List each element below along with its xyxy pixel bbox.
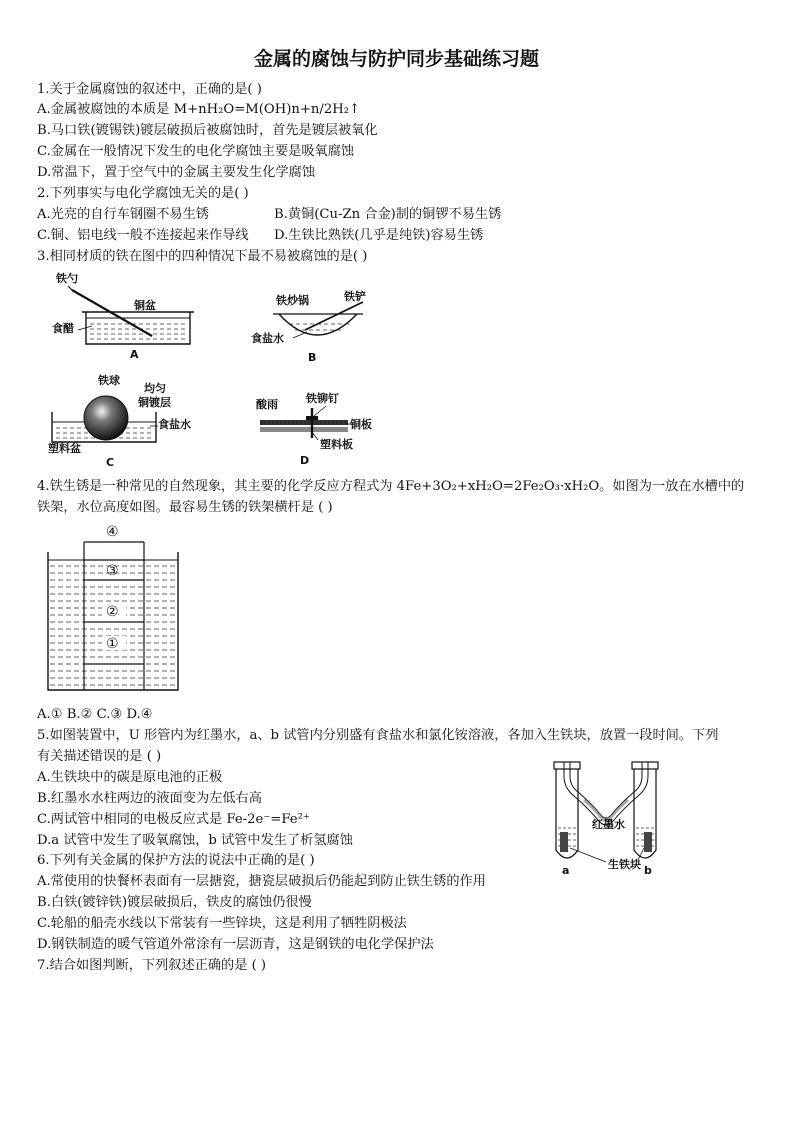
figc-caption: C: [106, 456, 115, 469]
q6-stem: 6.下列有关金属的保护方法的说法中正确的是( ): [37, 853, 315, 868]
q6-option-c: C.轮船的船壳水线以下常装有一些锌块，这是利用了牺牲阴极法: [37, 916, 407, 931]
q3-figure-d: [248, 388, 388, 468]
figb-caption: B: [308, 351, 317, 364]
q3-figure-b: [245, 282, 390, 364]
figc-layer-label-1: 均匀: [144, 382, 166, 395]
q3-figure-a: [48, 268, 198, 360]
q1-option-b: B.马口铁(镀锡铁)镀层破损后被腐蚀时，首先是镀层被氧化: [37, 123, 378, 138]
figd-rivet-label: 铁铆钉: [306, 392, 339, 405]
figa-liquid-label: 食醋: [52, 322, 74, 335]
q3-stem: 3.相同材质的铁在图中的四种情况下最不易被腐蚀的是( ): [37, 249, 368, 264]
q1-option-a: A.金属被腐蚀的本质是 M+nH₂O=M(OH)n+n/2H₂↑: [37, 102, 361, 117]
q5-stem-line-1: 5.如图装置中，U 形管内为红墨水，a、b 试管内分别盛有食盐水和氯化铵溶液，各加入生铁块，放置一段时间。下列: [37, 728, 719, 743]
q1-option-c: C.金属在一般情况下发生的电化学腐蚀主要是吸氧腐蚀: [37, 144, 355, 159]
q2-option-b: B.黄铜(Cu-Zn 合金)制的铜锣不易生锈: [274, 207, 502, 222]
q4-tank-figure: [44, 524, 184, 696]
q5-ink-label: 红墨水: [592, 818, 625, 831]
q5-option-b: B.红墨水水柱两边的液面变为左低右高: [37, 791, 262, 806]
q6-option-d: D.钢铁制造的暖气管道外常涂有一层沥青，这是钢铁的电化学保护法: [37, 937, 434, 952]
q1-option-d: D.常温下，置于空气中的金属主要发生化学腐蚀: [37, 165, 316, 180]
bar-mark-1: ①: [106, 636, 119, 652]
q4-stem-line-2: 铁架，水位高度如图。最容易生锈的铁架横杆是 ( ): [37, 500, 333, 515]
q5-iron-label: 生铁块: [608, 858, 641, 871]
figc-layer-label-2: 铜镀层: [138, 396, 171, 409]
q2-option-d: D.生铁比熟铁(几乎是纯铁)容易生锈: [274, 228, 484, 243]
q4-stem-line-1: 4.铁生锈是一种常见的自然现象，其主要的化学反应方程式为 4Fe+3O₂+xH₂O=2Fe₂O₃·xH₂O。如图为一放在水槽中的: [37, 479, 745, 494]
q6-option-a: A.常使用的快餐杯表面有一层搪瓷，搪瓷层破损后仍能起到防止铁生锈的作用: [37, 874, 486, 889]
q1-stem: 1.关于金属腐蚀的叙述中，正确的是( ): [37, 82, 262, 97]
bar-mark-4: ④: [106, 524, 119, 540]
q2-stem: 2.下列事实与电化学腐蚀无关的是( ): [37, 186, 249, 201]
figa-basin-label: 铜盆: [134, 299, 156, 312]
figc-basin-label: 塑料盆: [48, 442, 81, 455]
q5-option-a: A.生铁块中的碳是原电池的正极: [37, 770, 223, 785]
figa-caption: A: [130, 348, 139, 360]
q5-stem-line-2: 有关描述错误的是 ( ): [37, 749, 162, 764]
figd-rain-label: 酸雨: [256, 398, 278, 411]
q2-option-c: C.铜、铝电线一般不连接起来作导线: [37, 228, 249, 243]
q7-stem: 7.结合如图判断，下列叙述正确的是 ( ): [37, 958, 267, 973]
figc-ball-label: 铁球: [98, 374, 120, 387]
figd-plate-label: 铜板: [350, 418, 372, 431]
q5-u-tube-figure: [548, 758, 678, 878]
q6-option-b: B.白铁(镀锌铁)镀层破损后，铁皮的腐蚀仍很慢: [37, 895, 312, 910]
q5-tube-b-label: b: [644, 864, 652, 877]
q4-options: A.① B.② C.③ D.④: [37, 707, 153, 722]
page-title: 金属的腐蚀与防护同步基础练习题: [253, 48, 539, 70]
bar-mark-3: ③: [106, 563, 119, 579]
figb-liquid-label: 食盐水: [251, 332, 284, 345]
figd-plastic-label: 塑料板: [320, 438, 353, 451]
bar-mark-2: ②: [106, 604, 119, 620]
figd-caption: D: [300, 454, 310, 467]
figa-spoon-label: 铁勺: [56, 272, 78, 285]
figb-shovel-label: 铁铲: [344, 290, 366, 303]
q5-tube-a-label: a: [562, 864, 570, 877]
q3-figure-c: [42, 372, 212, 470]
q2-option-a: A.光亮的自行车钢圈不易生锈: [37, 207, 209, 222]
q5-option-d: D.a 试管中发生了吸氧腐蚀，b 试管中发生了析氢腐蚀: [37, 833, 353, 848]
figc-liquid-label: 食盐水: [158, 418, 191, 431]
figb-wok-label: 铁炒锅: [276, 294, 309, 307]
q5-option-c: C.两试管中相同的电极反应式是 Fe-2e⁻=Fe²⁺: [37, 812, 310, 827]
